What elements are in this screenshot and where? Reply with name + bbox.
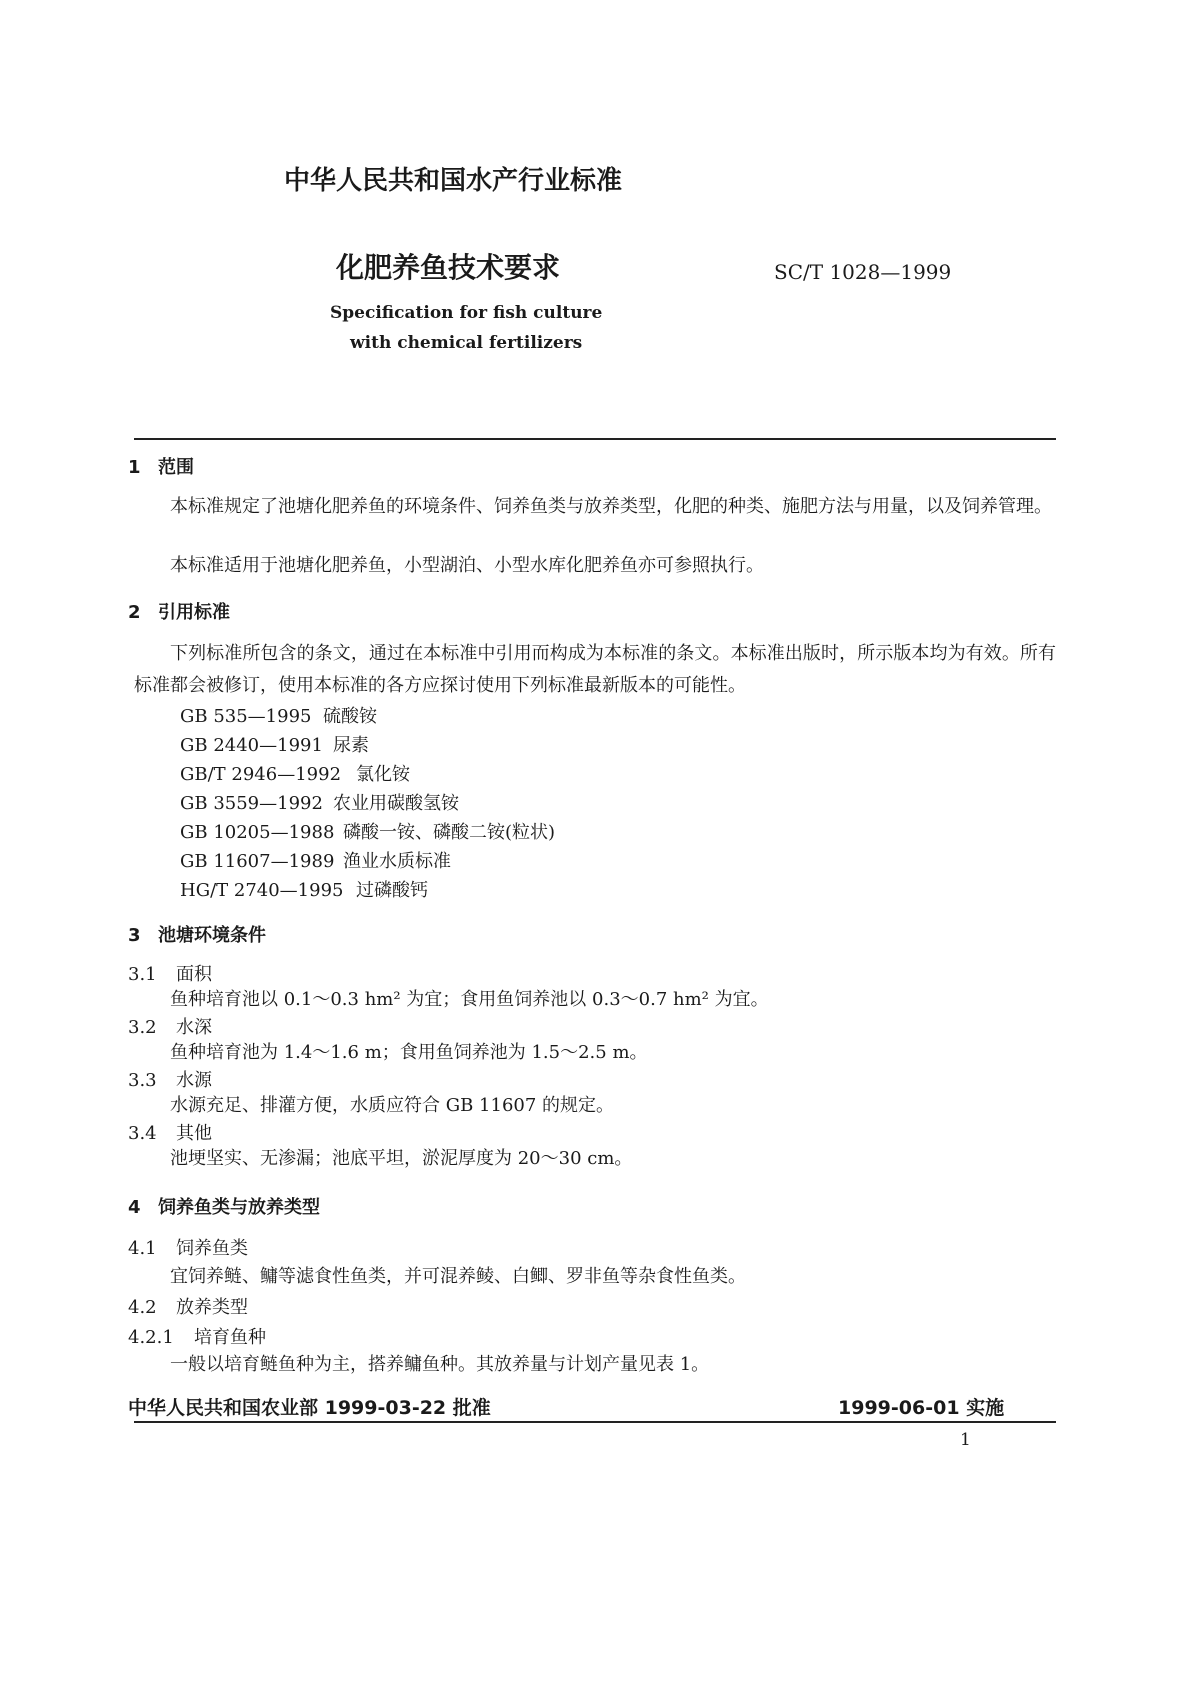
section-number: 2 [128, 602, 141, 623]
reference-name: 磷酸一铵、磷酸二铵(粒状) [343, 822, 556, 843]
reference-item [180, 731, 369, 757]
reference-name: 硫酸铵 [323, 706, 377, 727]
section-number: 4 [128, 1197, 141, 1218]
standard-code: SC/T 1028—1999 [774, 260, 952, 284]
reference-item [180, 702, 377, 728]
subsection-title: 面积 [176, 964, 212, 985]
subsection-number: 3.4 [128, 1123, 157, 1144]
section-title: 池塘环境条件 [158, 925, 266, 946]
section-number: 3 [128, 925, 141, 946]
reference-code: HG/T 2740—1995 [180, 880, 344, 901]
section-title: 范围 [158, 457, 194, 478]
reference-name: 过磷酸钙 [356, 880, 428, 901]
reference-name: 氯化铵 [356, 764, 410, 785]
subsection-heading [128, 1234, 248, 1260]
reference-code: GB/T 2946—1992 [180, 764, 342, 785]
subsection-title: 饲养鱼类 [176, 1238, 248, 1259]
document-title: 化肥养鱼技术要求 [336, 251, 561, 284]
subsection-heading [128, 1119, 212, 1145]
subsection-number: 3.3 [128, 1070, 157, 1091]
section-title: 引用标准 [158, 602, 230, 623]
subsection-text: 鱼种培育池为 1.4～1.6 m；食用鱼饲养池为 1.5～2.5 m。 [170, 1042, 648, 1063]
paragraph: 下列标准所包含的条文，通过在本标准中引用而构成为本标准的条文。本标准出版时，所示版本均为有效。所有标准都会被修订，使用本标准的各方应探讨使用下列标准最新版本的可能性。 [134, 643, 1056, 696]
subsection-number: 3.1 [128, 964, 157, 985]
subsection-heading [128, 1293, 248, 1319]
effective-date: 1999-06-01 实施 [838, 1397, 1005, 1419]
subsection-heading [128, 1013, 212, 1039]
org-title: 中华人民共和国水产行业标准 [284, 166, 623, 196]
subsection-text: 水源充足、排灌方便，水质应符合 GB 11607 的规定。 [170, 1095, 615, 1116]
english-title-line2: with chemical fertilizers [350, 333, 583, 353]
subsection-title: 水源 [176, 1070, 212, 1091]
reference-code: GB 11607—1989 [180, 851, 335, 872]
subsection-heading [128, 1323, 266, 1349]
paragraph: 本标准适用于池塘化肥养鱼，小型湖泊、小型水库化肥养鱼亦可参照执行。 [170, 555, 764, 576]
reference-code: GB 2440—1991 [180, 735, 323, 756]
subsection-text: 鱼种培育池以 0.1～0.3 hm² 为宜；食用鱼饲养池以 0.3～0.7 hm² 为宜。 [170, 989, 769, 1010]
reference-name: 农业用碳酸氢铵 [333, 793, 459, 814]
paragraph: 本标准规定了池塘化肥养鱼的环境条件、饲养鱼类与放养类型，化肥的种类、施肥方法与用量，以及饲养管理。 [170, 496, 1052, 517]
subsection-title: 放养类型 [176, 1297, 248, 1318]
reference-item [180, 818, 555, 844]
reference-item [180, 847, 451, 873]
footer-divider [134, 1421, 1056, 1423]
section-heading [128, 921, 266, 947]
subsection-text: 宜饲养鲢、鳙等滤食性鱼类，并可混养鲮、白鲫、罗非鱼等杂食性鱼类。 [170, 1266, 746, 1287]
section-number: 1 [128, 457, 141, 478]
subsection-text: 一般以培育鲢鱼种为主，搭养鳙鱼种。其放养量与计划产量见表 1。 [170, 1354, 710, 1375]
reference-code: GB 535—1995 [180, 706, 312, 727]
subsection-number: 4.2.1 [128, 1327, 174, 1348]
section-title: 饲养鱼类与放养类型 [158, 1197, 320, 1218]
reference-name: 渔业水质标准 [343, 851, 451, 872]
section-heading [128, 598, 230, 624]
english-title-line1: Specification for fish culture [330, 303, 603, 323]
reference-code: GB 10205—1988 [180, 822, 335, 843]
section-heading [128, 453, 194, 479]
subsection-number: 4.1 [128, 1238, 157, 1259]
subsection-text: 池埂坚实、无渗漏；池底平坦，淤泥厚度为 20～30 cm。 [170, 1148, 633, 1169]
approval-line: 中华人民共和国农业部 1999-03-22 批准 [128, 1397, 491, 1419]
section-heading [128, 1193, 320, 1219]
subsection-heading [128, 960, 212, 986]
reference-item [180, 789, 459, 815]
subsection-title: 水深 [176, 1017, 212, 1038]
reference-code: GB 3559—1992 [180, 793, 323, 814]
page-number: 1 [960, 1430, 971, 1450]
reference-item [180, 876, 428, 902]
header-divider [134, 438, 1056, 440]
subsection-title: 培育鱼种 [194, 1327, 266, 1348]
reference-name: 尿素 [333, 735, 369, 756]
subsection-number: 3.2 [128, 1017, 157, 1038]
reference-item [180, 760, 410, 786]
subsection-heading [128, 1066, 212, 1092]
subsection-title: 其他 [176, 1123, 212, 1144]
subsection-number: 4.2 [128, 1297, 157, 1318]
